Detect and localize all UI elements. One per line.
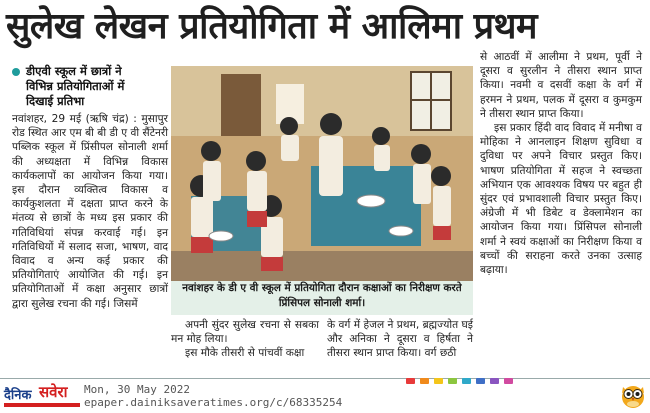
color-dot [462, 378, 471, 384]
article-column-4 [480, 50, 642, 277]
logo-text-savera: सवेरा [39, 383, 68, 401]
newspaper-logo[interactable] [4, 381, 80, 410]
color-dot [490, 378, 499, 384]
article-column-3 [327, 318, 473, 361]
article-para-col2: अपनी सुंदर सुलेख रचना से सबका मन मोह लिया। [171, 319, 319, 346]
logo-underline [4, 403, 80, 407]
color-dot [504, 378, 513, 384]
headline: सुलेख लेखन प्रतियोगिता में आलिमा प्रथम [6, 6, 538, 47]
subhead-line-2: विभिन्न प्रतियोगिताओं में [26, 79, 125, 93]
color-dot [448, 378, 457, 384]
article-para-col2-b: इस मौके तीसरी से पांचवीं कक्षा [185, 347, 305, 360]
subhead-line-1: डीएवी स्कूल में छात्रों ने [26, 64, 122, 78]
footer-date: Mon, 30 May 2022 [84, 383, 190, 396]
article-photo [171, 66, 473, 281]
article-para-col4-2: इस प्रकार हिंदी वाद विवाद में मनीषा व मोहिका ने आनलाइन शिक्षण सुविधा व दुविधा पर अपने विचार प्रस्तुत किए। भाषण प्रतियोगिता में सहज ने स्वच्छता अभियान एक आवश्यक विषय पर बहुत ही सुंदर एवं प्रभावशाली विचार प्रस्तुत किए। अंग्रेजी में भी डिबेट व डेक्लामेशन का आयोजन किया गया। प्रिंसिपल सोनाली शर्मा ने स्वयं कक्षाओं का निरीक्षण किया व बच्चों की सराहना करते उनका उत्साह बढ़ाया। [480, 122, 642, 277]
color-strip [406, 378, 606, 384]
footer-url[interactable]: epaper.dainiksaveratimes.org/c/68335254 [84, 396, 343, 409]
color-dot [476, 378, 485, 384]
subheadline [12, 64, 168, 109]
color-dot [420, 378, 429, 384]
classroom-photo-illustration [171, 66, 473, 281]
article-column-2 [171, 318, 319, 361]
article-para-col1: नवांशहर, 29 मई (ऋषि चंद्र) : मुसापुर रोड स्थित आर एम बी बी डी ए वी सैंटेनरी पब्लिक स्कूल में प्रिंसीपल सोनाली शर्मा की अध्यक्षता में विभिन्न विकास कार्यकलापों का आयोजन किया गया। इस दौरान व्यक्तित्व विकास व कार्यकुशलता में दक्षता प्राप्त करने के मंतव्य से छात्रों के मध्य इस प्रकार की गतिविधियां संपन्न करवाई गई। इन गतिविधियों में सलाद सजा, भाषण, वाद विवाद व अन्य कई प्रकार की प्रतियोगिताएं आयोजित की गई। इन प्रतियोगिताओं में कक्षा अनुसार छात्रों द्वारा सुलेख रचना की गई। जिसमें [12, 113, 168, 310]
article-para-col4-1: से आठवीं में आलीमा ने प्रथम, पूर्वी ने दूसरा व सुरलीन ने तीसरा स्थान प्राप्त किया। नवमी व दसवीं कक्षा के वर्ग में हरमन ने प्रथम, पलक में दूसरा व कुमकुम ने तीसरा स्थान प्राप्त किया। [480, 51, 642, 120]
logo-text-dainik: दैनिक [4, 388, 32, 403]
owl-mascot-icon [620, 381, 646, 409]
color-dot [434, 378, 443, 384]
photo-caption: नवांशहर के डी ए वी स्कूल में प्रतियोगिता दौरान कक्षाओं का निरीक्षण करते प्रिंसिपल सोनाली शर्मा। [171, 281, 473, 315]
article-para-col3: के वर्ग में हेजल ने प्रथम, ब्रह्मज्योत घई और अनिका ने दूसरा व हिर्षता ने तीसरा स्थान प्राप्त किया। वर्ग छठी [327, 319, 473, 360]
color-dot [406, 378, 415, 384]
subhead-line-3: दिखाई प्रतिभा [26, 94, 85, 108]
article-column-1 [12, 112, 168, 311]
